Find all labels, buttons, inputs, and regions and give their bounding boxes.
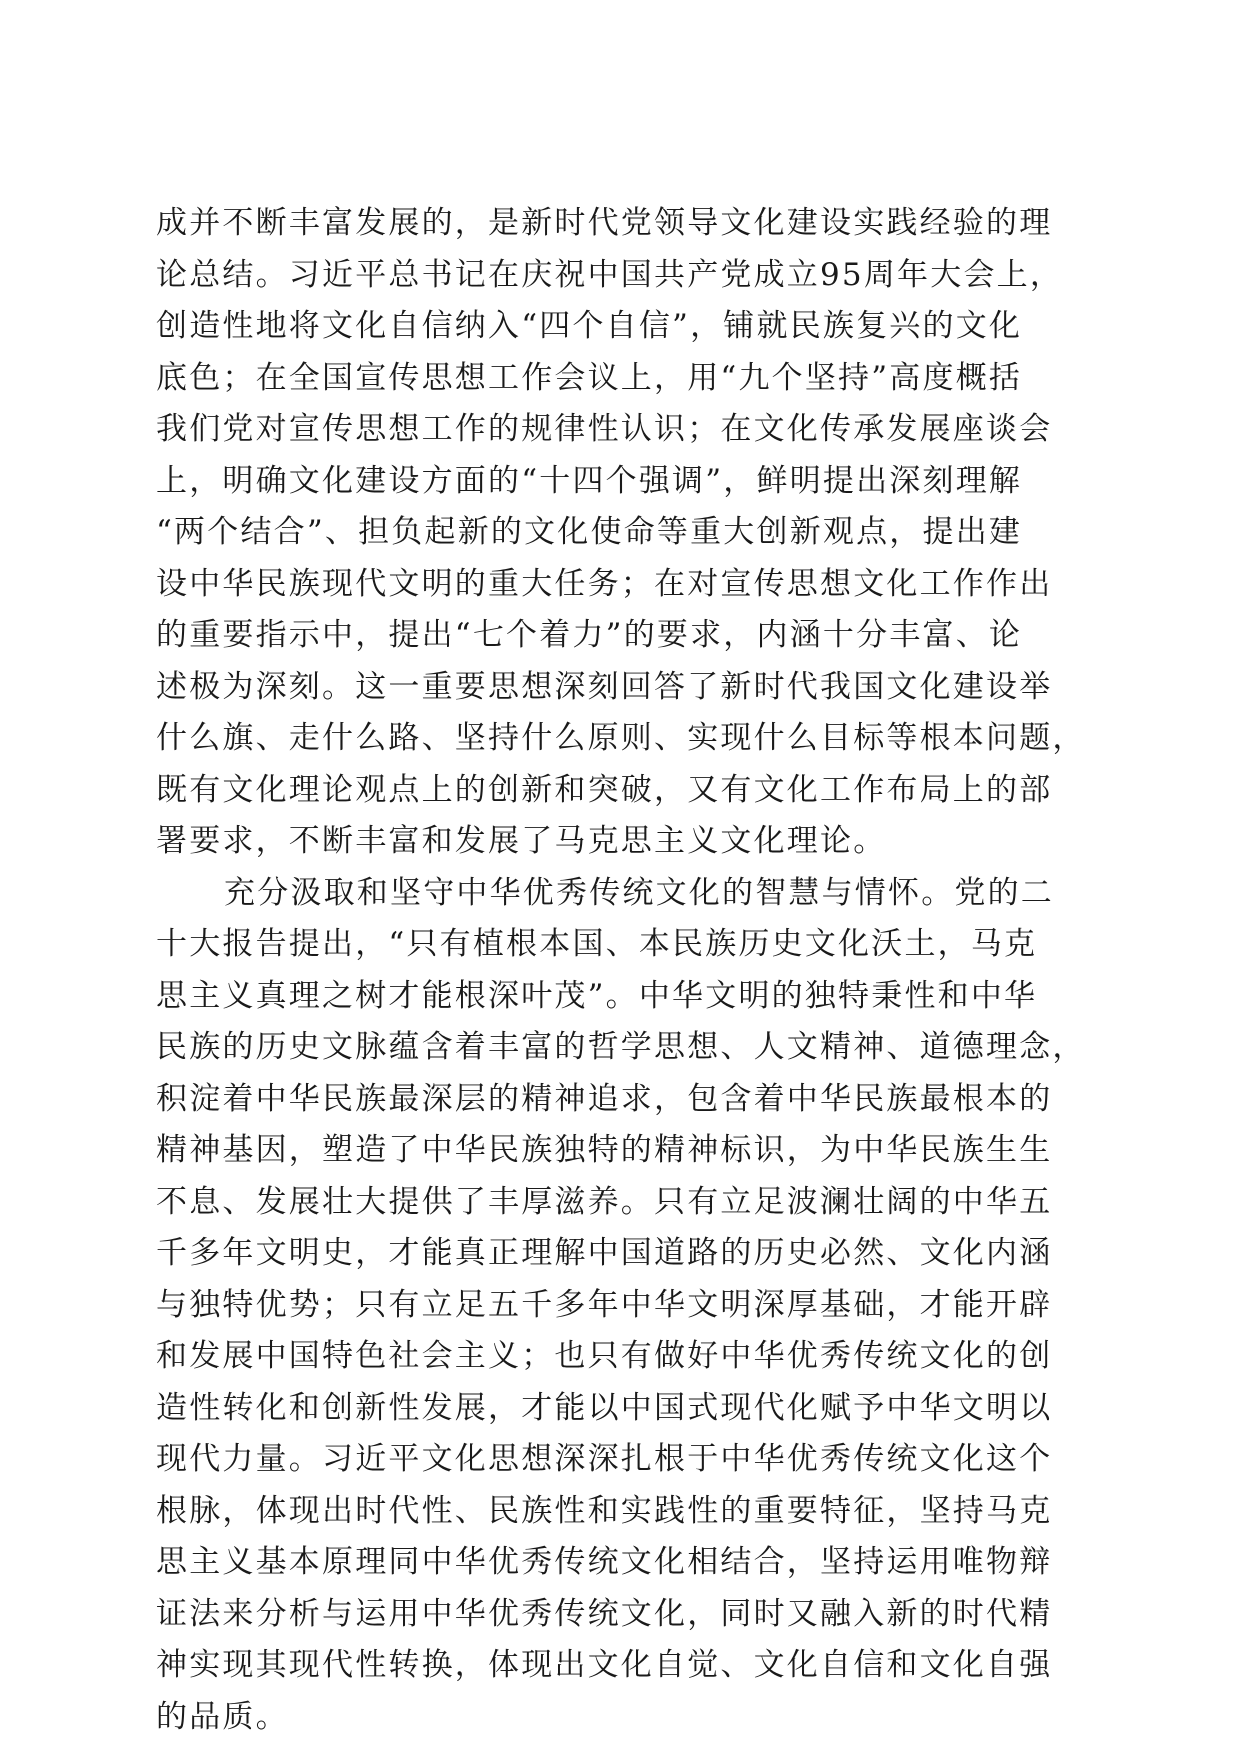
paragraph-2 bbox=[156, 868, 1084, 1744]
paragraph-line: 根脉，体现出时代性、民族性和实践性的重要特征，坚持马克 bbox=[156, 1492, 1053, 1529]
paragraph-line: 与独特优势；只有立足五千多年中华文明深厚基础，才能开辟 bbox=[156, 1286, 1053, 1323]
paragraph-line: 十大报告提出，“只有植根本国、本民族历史文化沃土，马克 bbox=[156, 926, 1038, 962]
paragraph-line: 成并不断丰富发展的，是新时代党领导文化建设实践经验的理 bbox=[156, 205, 1053, 241]
paragraph-line: 署要求，不断丰富和发展了马克思主义文化理论。 bbox=[156, 823, 887, 859]
paragraph-line: 我们党对宣传思想工作的规律性认识；在文化传承发展座谈会 bbox=[156, 411, 1053, 447]
paragraph-line: 设中华民族现代文明的重大任务；在对宣传思想文化工作作出 bbox=[156, 565, 1053, 602]
paragraph-line: 造性转化和创新性发展，才能以中国式现代化赋予中华文明以 bbox=[156, 1389, 1053, 1426]
paragraph-1 bbox=[156, 198, 1084, 868]
paragraph-line: 千多年文明史，才能真正理解中国道路的历史必然、文化内涵 bbox=[156, 1235, 1053, 1271]
paragraph-line: 不息、发展壮大提供了丰厚滋养。只有立足波澜壮阔的中华五 bbox=[156, 1183, 1053, 1220]
paragraph-line: 积淀着中华民族最深层的精神追求，包含着中华民族最根本的 bbox=[156, 1080, 1053, 1117]
paragraph-line: 证法来分析与运用中华优秀传统文化，同时又融入新的时代精 bbox=[156, 1595, 1053, 1632]
paragraph-line: 既有文化理论观点上的创新和突破，又有文化工作布局上的部 bbox=[156, 771, 1053, 808]
paragraph-line: 什么旗、走什么路、坚持什么原则、实现什么目标等根本问题， bbox=[156, 720, 1086, 756]
paragraph-line: 思主义真理之树才能根深叶茂”。中华文明的独特秉性和中华 bbox=[156, 977, 1038, 1014]
paragraph-line: 述极为深刻。这一重要思想深刻回答了新时代我国文化建设举 bbox=[156, 668, 1053, 705]
paragraph-line: 民族的历史文脉蕴含着丰富的哲学思想、人文精神、道德理念， bbox=[156, 1029, 1086, 1065]
paragraph-line: 的品质。 bbox=[156, 1698, 289, 1735]
paragraph-line: 现代力量。习近平文化思想深深扎根于中华优秀传统文化这个 bbox=[156, 1441, 1053, 1477]
paragraph-line: 论总结。习近平总书记在庆祝中国共产党成立95周年大会上， bbox=[156, 256, 1064, 293]
paragraph-line: 创造性地将文化自信纳入“四个自信”，铺就民族复兴的文化 bbox=[156, 308, 1023, 344]
paragraph-line: 充分汲取和坚守中华优秀传统文化的智慧与情怀。党的二 bbox=[224, 874, 1054, 911]
body-text bbox=[156, 198, 1084, 1743]
paragraph-line: 思主义基本原理同中华优秀传统文化相结合，坚持运用唯物辩 bbox=[156, 1544, 1053, 1580]
paragraph-line: 的重要指示中，提出“七个着力”的要求，内涵十分丰富、论 bbox=[156, 617, 1023, 653]
paragraph-line: 底色；在全国宣传思想工作会议上，用“九个坚持”高度概括 bbox=[156, 359, 1023, 396]
paragraph-line: 上，明确文化建设方面的“十四个强调”，鲜明提出深刻理解 bbox=[156, 462, 1023, 499]
paragraph-line: “两个结合”、担负起新的文化使命等重大创新观点，提出建 bbox=[156, 514, 1023, 550]
paragraph-line: 神实现其现代性转换，体现出文化自觉、文化自信和文化自强 bbox=[156, 1647, 1053, 1683]
paragraph-line: 和发展中国特色社会主义；也只有做好中华优秀传统文化的创 bbox=[156, 1338, 1053, 1374]
paragraph-line: 精神基因，塑造了中华民族独特的精神标识，为中华民族生生 bbox=[156, 1132, 1053, 1168]
